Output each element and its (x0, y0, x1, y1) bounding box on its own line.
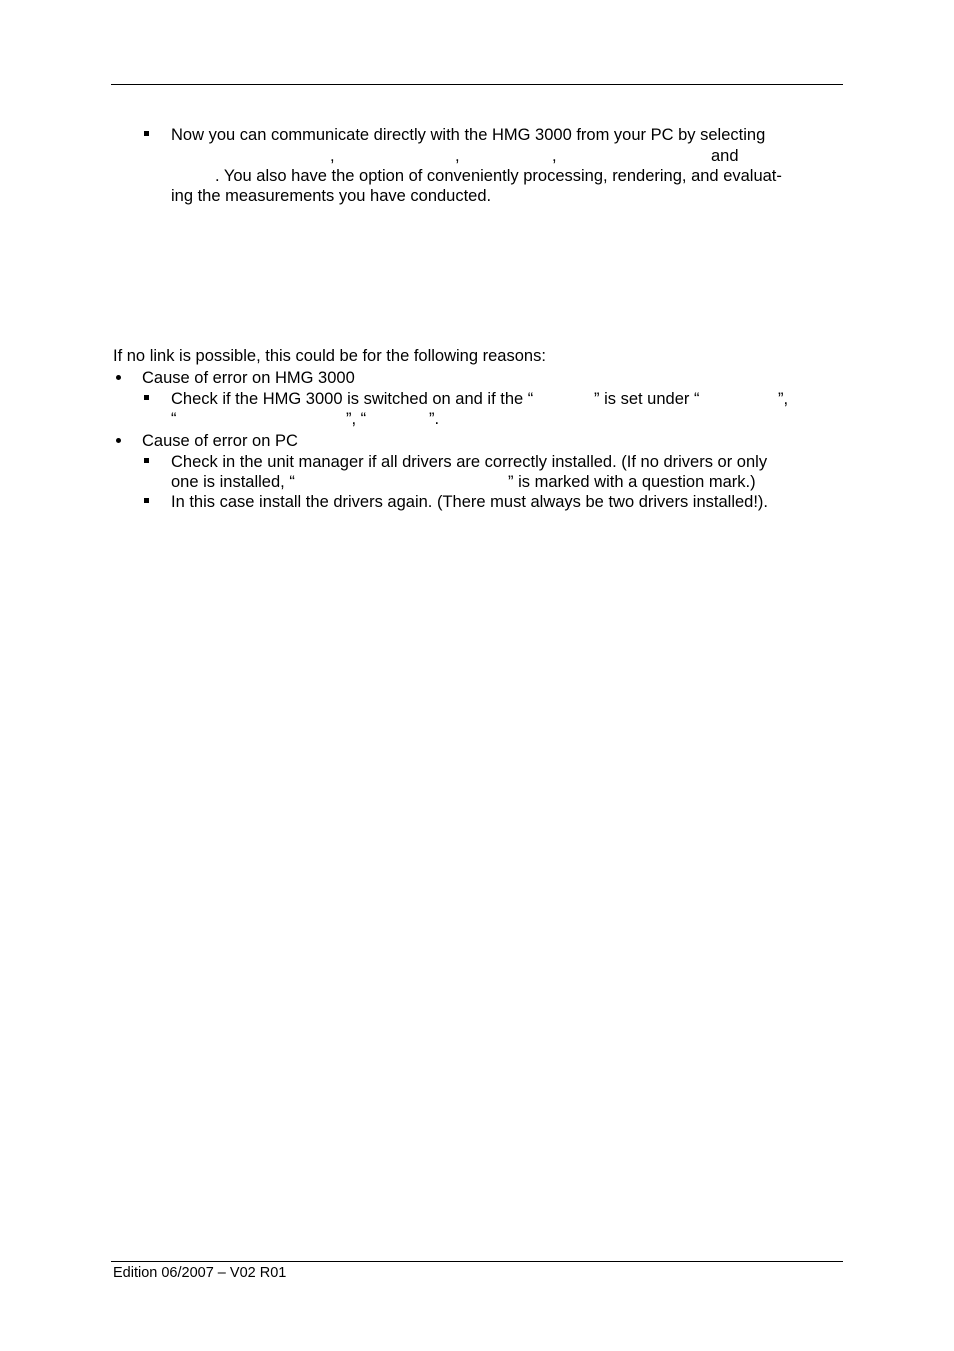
square-bullet (144, 131, 149, 136)
cause-hmg-label: Cause of error on HMG 3000 (142, 369, 355, 387)
bullet-text-line: . You also have the option of conveniently processing, rendering, and evaluat- (215, 167, 782, 185)
check-text: ”, “ (346, 410, 367, 428)
round-bullet (116, 375, 121, 380)
check-text: ”, (778, 390, 789, 408)
bullet-text-line: Now you can communicate directly with the HMG 3000 from your PC by selecting (171, 126, 766, 144)
square-bullet (144, 458, 149, 463)
check-text: ” is set under “ (594, 390, 700, 408)
check-text: “ (171, 410, 177, 428)
round-bullet (116, 438, 121, 443)
check-text: Check in the unit manager if all drivers are correctly installed. (If no drivers or only (171, 453, 768, 471)
check-text: In this case install the drivers again. (There must always be two drivers installed!). (171, 493, 768, 511)
conjunction-and: and (711, 147, 739, 165)
separator-comma: , (330, 147, 335, 165)
separator-comma: , (552, 147, 557, 165)
footer-rule (111, 1261, 843, 1262)
square-bullet (144, 498, 149, 503)
check-text: ” is marked with a question mark.) (508, 473, 756, 491)
square-bullet (144, 395, 149, 400)
check-text: Check if the HMG 3000 is switched on and if the “ (171, 390, 534, 408)
header-rule (111, 84, 843, 85)
check-text: ”. (429, 410, 440, 428)
bullet-text-line: ing the measurements you have conducted. (171, 187, 492, 205)
intro-text: If no link is possible, this could be for the following reasons: (113, 347, 546, 365)
footer-edition: Edition 06/2007 – V02 R01 (113, 1265, 287, 1281)
cause-pc-label: Cause of error on PC (142, 432, 298, 450)
separator-comma: , (455, 147, 460, 165)
check-text: one is installed, “ (171, 473, 295, 491)
